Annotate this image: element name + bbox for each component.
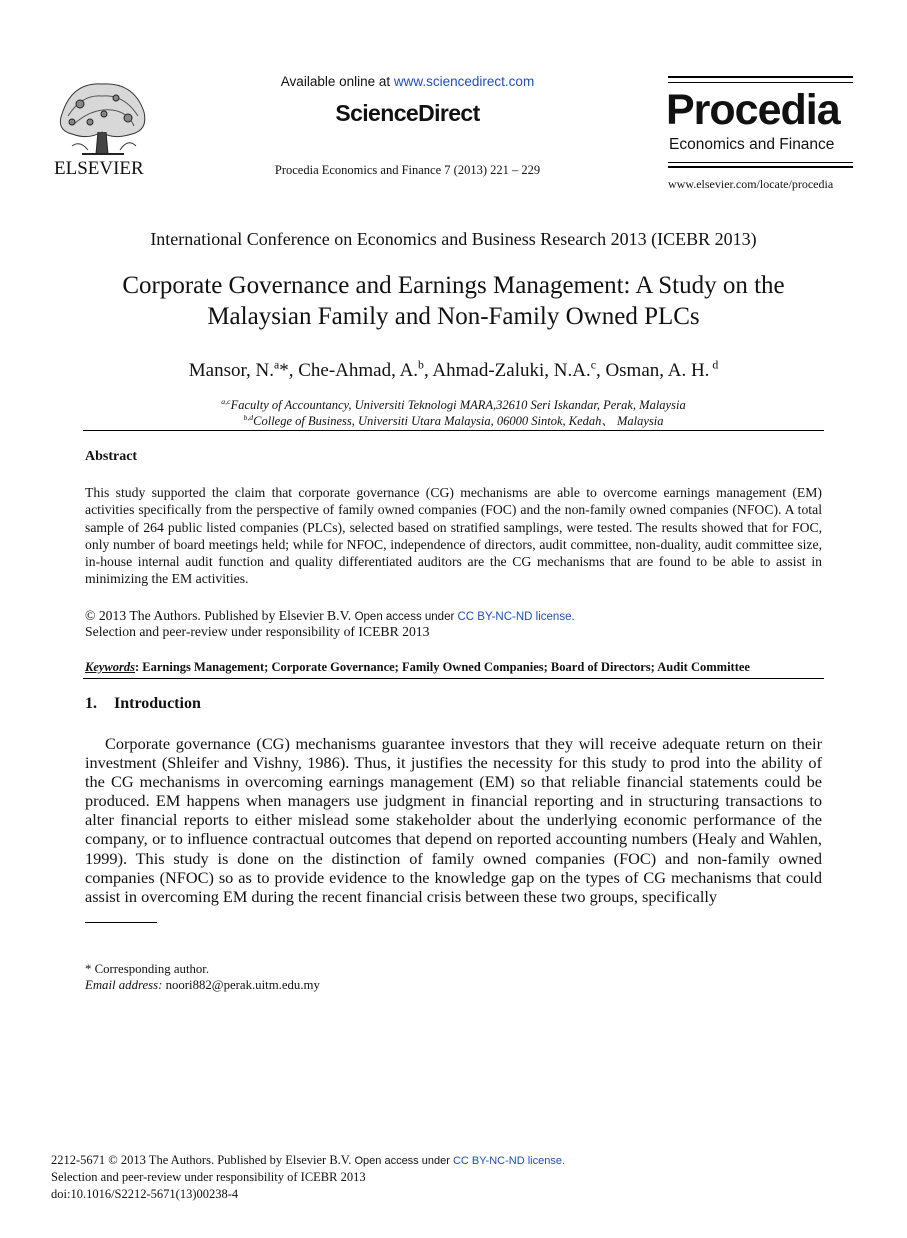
author-list	[60, 360, 847, 382]
available-online	[240, 74, 575, 89]
procedia-top-rule	[668, 76, 853, 78]
conference-name: International Conference on Economics and Business Research 2013 (ICEBR 2013)	[150, 229, 757, 249]
available-online-label: Available online at	[280, 74, 394, 89]
keywords-divider	[83, 678, 824, 679]
abstract-heading: Abstract	[85, 449, 138, 464]
paper-title-line-2: Malaysian Family and Non-Family Owned PLCs	[207, 303, 700, 330]
footnote-corresponding: * Corresponding author.	[85, 962, 210, 976]
procedia-title: Procedia	[666, 86, 840, 134]
elsevier-tree-icon	[52, 74, 152, 160]
keywords-label: Keywords	[85, 660, 135, 674]
footer-peer-review: Selection and peer-review under responsibility of ICEBR 2013	[51, 1170, 366, 1184]
introduction-body: Corporate governance (CG) mechanisms guarantee investors that they will receive adequate return on their investment (Shleifer and Vishny, 1986). Thus, it justifies the necessity for this study to prod into the ability of the CG mechanisms in overcoming earnings management (EM) so that reliable financial statements could be produced. EM happens when managers use judgment in financial reporting and in structuring transactions to alter financial reports to either mislead some stakeholder about the underlying economic performance of the company, or to influence contractual outcomes that depend on reported accounting numbers (Healy and Wahlen, 1999). This study is done on the distinction of family owned companies (FOC) and non-family owned companies (NFOC) so as to provide evidence to the knowledge gap on the types of CG mechanisms that could assist in overcoming EM during the recent financial crisis between these two groups, specifically	[85, 734, 822, 906]
keywords	[85, 660, 750, 675]
abstract-peer-review: Selection and peer-review under responsibility of ICEBR 2013	[85, 624, 430, 639]
author: Mansor, N.$^a$*,	[188, 358, 299, 381]
procedia-top-rule-2	[668, 82, 853, 83]
sciencedirect-logo: ScienceDirect	[335, 100, 480, 126]
author: Ahmad-Zaluki, N.A.$^c$,	[432, 358, 606, 381]
abstract-copyright: © 2013 The Authors. Published by Elsevier B.V. Open access under CC BY-NC-ND license.	[85, 608, 575, 623]
affiliation: $^{b,d}$College of Business, Universiti Utara Malaysia, 06000 Sintok, Kedah、 Malaysia	[243, 412, 664, 428]
paper-title	[40, 270, 867, 332]
elsevier-logo	[52, 74, 152, 178]
procedia-bottom-rule	[668, 162, 853, 163]
paper-title-line-1: Corporate Governance and Earnings Management: A Study on the	[122, 272, 785, 299]
keywords-list: : Earnings Management; Corporate Governance; Family Owned Companies; Board of Directors; Audit Committee	[135, 660, 750, 674]
author: Che-Ahmad, A.$^b$,	[298, 358, 433, 381]
footer-issn: 2212-5671 © 2013 The Authors. Published by Elsevier B.V. Open access under CC BY-NC-ND license.	[51, 1153, 565, 1167]
author: Osman, A. H. $^d$	[605, 358, 719, 381]
affiliations	[60, 398, 847, 429]
procedia-url[interactable]: www.elsevier.com/locate/procedia	[668, 177, 834, 191]
section-heading-introduction: 1. Introduction	[85, 695, 201, 712]
footnote-email: Email address: noori882@perak.uitm.edu.my	[85, 978, 320, 992]
affiliation: $^{a,c}$Faculty of Accountancy, Universiti Teknologi MARA,32610 Seri Iskandar, Perak, Malaysia	[221, 396, 686, 412]
footer-license-link[interactable]: CC BY-NC-ND license.	[452, 1155, 565, 1167]
sciencedirect-link[interactable]: www.sciencedirect.com	[393, 74, 535, 89]
procedia-subtitle: Economics and Finance	[669, 136, 835, 153]
email-address[interactable]: noori882@perak.uitm.edu.my	[162, 978, 320, 992]
title-divider	[83, 430, 824, 431]
cc-license-link[interactable]: CC BY-NC-ND license.	[457, 611, 575, 623]
elsevier-logo-text: ELSEVIER	[54, 158, 144, 179]
abstract-body: This study supported the claim that corporate governance (CG) mechanisms are able to overcome earnings management (EM) activities specifically from the perspective of family owned companies (FOC) and the non-family owned companies (NFOC). A total sample of 264 public listed companies (PLCs), selected based on stratified samplings, were tested. The results showed that for FOC, only number of board meetings held; while for NFOC, independence of directors, audit committee, non-duality, audit committee size, in-house internal audit function and quality differentiated auditors are the CG mechanisms that are found to be able to assist in minimizing the EM activities.	[85, 485, 822, 587]
footnote-divider	[85, 922, 157, 923]
procedia-bottom-rule-2	[668, 166, 853, 168]
journal-citation: Procedia Economics and Finance 7 (2013) 221 – 229	[274, 163, 541, 177]
footer-doi[interactable]: doi:10.1016/S2212-5671(13)00238-4	[51, 1187, 239, 1201]
